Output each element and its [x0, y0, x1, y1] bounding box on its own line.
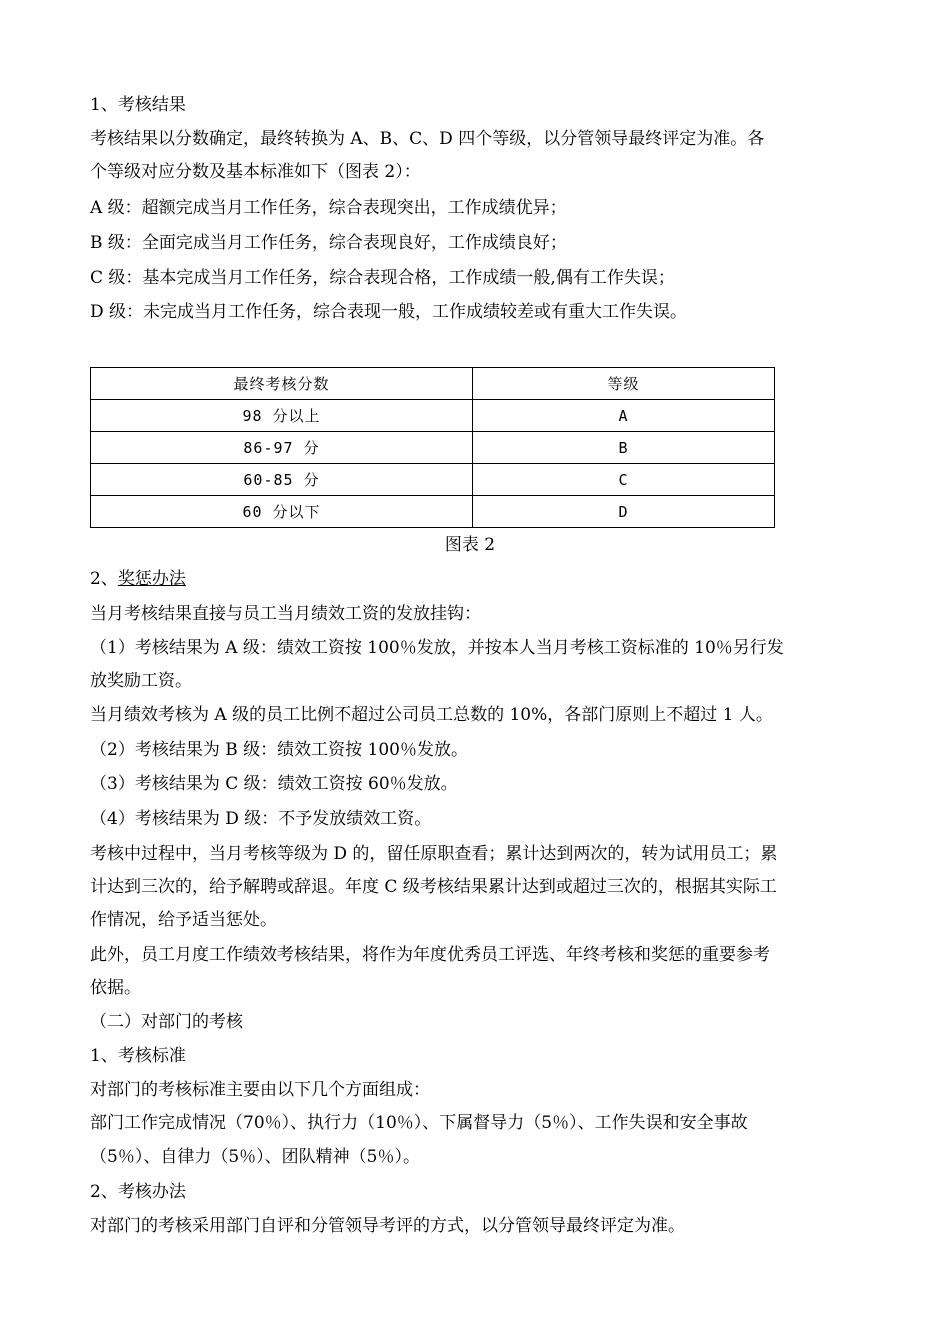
table-header-grade: 等级	[473, 368, 775, 400]
table-header-score: 最终考核分数	[91, 368, 473, 400]
results-intro-line-2: 个等级对应分数及基本标准如下（图表 2）：	[90, 162, 421, 182]
table-row	[91, 432, 775, 464]
table-cell-score: 98 分以上	[91, 400, 473, 432]
table-cell-grade: B	[473, 432, 775, 464]
part-heading-department: （二）对部门的考核	[90, 1012, 243, 1032]
additional-note-line-1: 此外，员工月度工作绩效考核结果，将作为年度优秀员工评选、年终考核和奖惩的重要参考	[90, 945, 770, 965]
table-row	[91, 400, 775, 432]
table-caption: 图表 2	[444, 535, 496, 555]
table-row	[91, 464, 775, 496]
rewards-heading-number: 2、	[90, 569, 118, 589]
additional-note-line-2: 依据。	[90, 978, 141, 998]
level-c-description: C 级：基本完成当月工作任务，综合表现合格，工作成绩一般,偶有工作失误；	[90, 268, 675, 288]
reward-item-2: （2）考核结果为 B 级：绩效工资按 100％发放。	[90, 740, 468, 760]
section-heading-results: 1、考核结果	[90, 95, 186, 115]
reward-item-4: （4）考核结果为 D 级：不予发放绩效工资。	[90, 809, 432, 829]
table-cell-score: 60 分以下	[91, 496, 473, 528]
table-row	[91, 496, 775, 528]
reward-item-1-line-2: 放奖励工资。	[90, 671, 192, 691]
grade-table	[90, 367, 775, 528]
table-header-row	[91, 368, 775, 400]
level-b-description: B 级：全面完成当月工作任务，综合表现良好，工作成绩良好；	[90, 233, 567, 253]
table-cell-score: 60-85 分	[91, 464, 473, 496]
subheading-method: 2、考核办法	[90, 1182, 186, 1202]
table-cell-grade: C	[473, 464, 775, 496]
table-cell-score: 86-97 分	[91, 432, 473, 464]
standards-intro: 对部门的考核标准主要由以下几个方面组成：	[90, 1080, 430, 1100]
section-heading-rewards	[90, 569, 865, 589]
results-intro-line-1: 考核结果以分数确定，最终转换为 A、B、C、D 四个等级，以分管领导最终评定为准。各	[90, 129, 765, 149]
standards-line-2: （5％）、自律力（5％）、团队精神（5％）。	[90, 1147, 420, 1167]
rewards-intro: 当月考核结果直接与员工当月绩效工资的发放挂钩：	[90, 604, 481, 624]
process-line-1: 考核中过程中，当月考核等级为 D 的，留任原职查看；累计达到两次的，转为试用员工；累	[90, 844, 778, 864]
standards-line-1: 部门工作完成情况（70％）、执行力（10％）、下属督导力（5％）、工作失误和安全事故	[90, 1113, 748, 1133]
a-grade-ratio-note: 当月绩效考核为 A 级的员工比例不超过公司员工总数的 10%，各部门原则上不超过 1 人。	[90, 705, 773, 725]
level-a-description: A 级：超额完成当月工作任务，综合表现突出，工作成绩优异；	[90, 198, 567, 218]
subheading-standards: 1、考核标准	[90, 1046, 186, 1066]
method-text: 对部门的考核采用部门自评和分管领导考评的方式，以分管领导最终评定为准。	[90, 1216, 685, 1236]
reward-item-1-line-1: （1）考核结果为 A 级：绩效工资按 100％发放，并按本人当月考核工资标准的 10％另行发	[90, 638, 784, 658]
process-line-2: 计达到三次的，给予解聘或辞退。年度 C 级考核结果累计达到或超过三次的，根据其实际工	[90, 877, 777, 897]
reward-item-3: （3）考核结果为 C 级：绩效工资按 60％发放。	[90, 774, 458, 794]
table-cell-grade: D	[473, 496, 775, 528]
process-line-3: 作情况，给予适当惩处。	[90, 910, 277, 930]
level-d-description: D 级：未完成当月工作任务，综合表现一般，工作成绩较差或有重大工作失误。	[90, 302, 688, 322]
rewards-heading-text: 奖惩办法	[117, 569, 186, 589]
table-cell-grade: A	[473, 400, 775, 432]
